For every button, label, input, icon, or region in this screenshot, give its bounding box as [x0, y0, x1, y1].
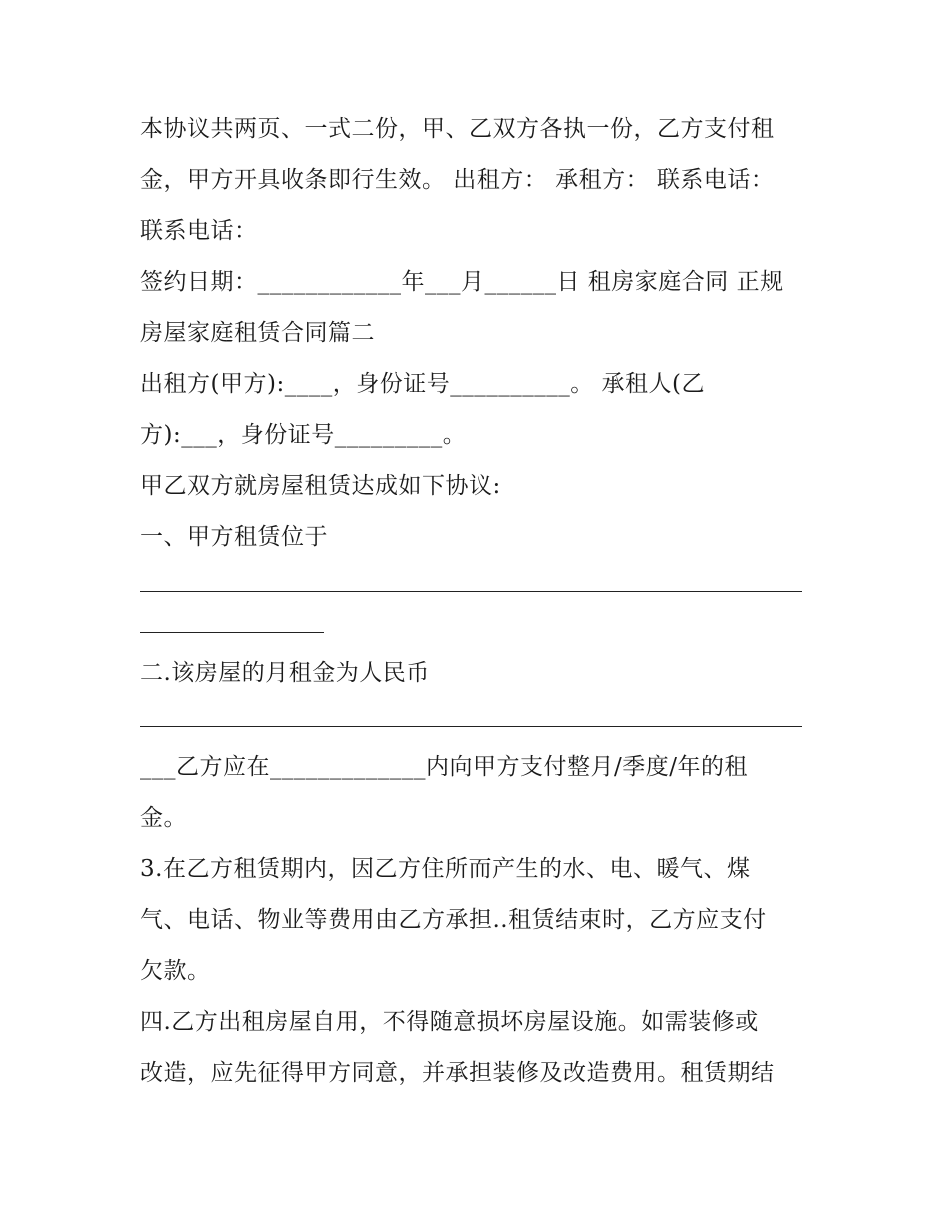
address-blank-rule-full [140, 591, 802, 592]
clause-1-line: 一、甲方租赁位于 [140, 524, 328, 550]
signing-date-line: 签约日期：____________年___月______日 租房家庭合同 正规 [140, 269, 784, 295]
clause-2-line: 二.该房屋的月租金为人民币 [140, 660, 430, 686]
clause-4-line-1: 四.乙方出租房屋自用，不得随意损坏房屋设施。如需装修或 [140, 1009, 759, 1035]
clause-3-line-3: 欠款。 [140, 958, 211, 984]
clause-4-line-2: 改造，应先征得甲方同意，并承担装修及改造费用。租赁期结 [140, 1060, 775, 1086]
paragraph-line-2: 金，甲方开具收条即行生效。 出租方： 承租方： 联系电话： [140, 167, 775, 193]
section-title-line: 房屋家庭租赁合同篇二 [140, 320, 375, 346]
lessee-id-line: 方):___，身份证号_________。 [140, 422, 467, 448]
lessor-id-line: 出租方(甲方):____，身份证号__________。 承租人(乙 [140, 371, 705, 397]
payment-term-end-line: 金。 [140, 805, 187, 831]
paragraph-line-1: 本协议共两页、一式二份，甲、乙双方各执一份，乙方支付租 [140, 116, 775, 142]
address-blank-rule-short [140, 632, 324, 633]
paragraph-line-3: 联系电话： [140, 218, 258, 244]
payment-term-line: ___乙方应在_____________内向甲方支付整月/季度/年的租 [140, 754, 748, 780]
clause-3-line-2: 气、电话、物业等费用由乙方承担..租赁结束时，乙方应支付 [140, 907, 767, 933]
clause-3-line-1: 3.在乙方租赁期内，因乙方住所而产生的水、电、暖气、煤 [140, 856, 751, 882]
agreement-intro-line: 甲乙双方就房屋租赁达成如下协议: [140, 473, 501, 499]
rent-amount-blank-rule [140, 726, 802, 727]
